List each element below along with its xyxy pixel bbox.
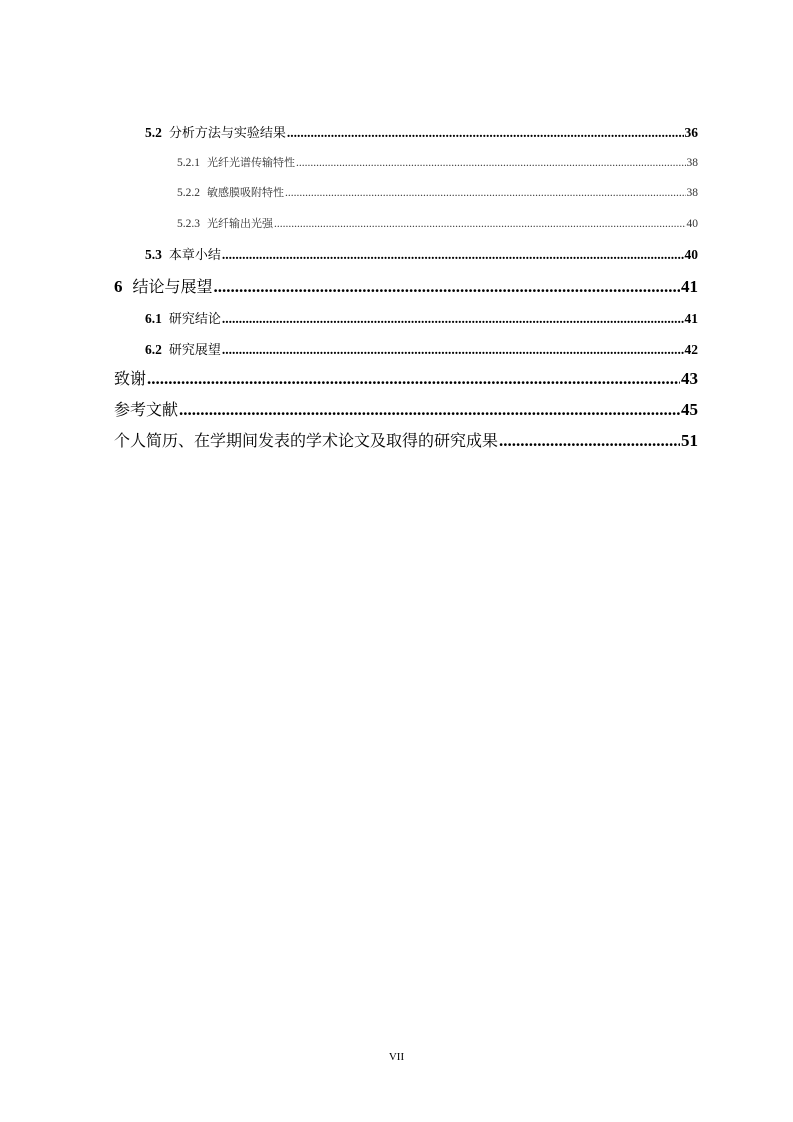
- toc-entry-page: 42: [684, 342, 698, 357]
- dot-leader: [285, 187, 686, 199]
- toc-entry-5-2-3[interactable]: [177, 215, 698, 231]
- toc-entry-6-2[interactable]: [145, 339, 698, 358]
- toc-entry-title: 光纤光谱传输特性: [207, 156, 295, 169]
- dot-leader: [499, 431, 680, 451]
- dot-leader: [296, 157, 686, 169]
- toc-entry-title: 参考文献: [114, 400, 179, 419]
- toc-entry-page: 51: [681, 431, 698, 450]
- toc-entry-title: 本章小结: [168, 248, 221, 263]
- toc-entry-5-2[interactable]: [145, 122, 698, 141]
- dot-leader: [274, 218, 686, 230]
- dot-leader: [222, 247, 684, 263]
- toc-entry-page: 43: [681, 369, 698, 388]
- toc-entry-5-2-2[interactable]: [177, 184, 698, 200]
- toc-entry-chapter-6[interactable]: [114, 274, 698, 297]
- page-number: VII: [388, 1051, 405, 1063]
- dot-leader: [222, 311, 684, 327]
- toc-entry-title: 个人简历、在学期间发表的学术论文及取得的研究成果: [114, 431, 499, 450]
- toc-entry-title: 敏感膜吸附特性: [207, 186, 284, 199]
- toc-entry-number: 6.1: [145, 311, 162, 326]
- dot-leader: [214, 277, 680, 297]
- toc-entry-page: 40: [686, 218, 698, 230]
- toc-entry-references[interactable]: [114, 397, 698, 420]
- dot-leader: [287, 125, 684, 141]
- toc-entry-title: 分析方法与实验结果: [168, 126, 286, 141]
- toc-entry-title: 致谢: [114, 369, 147, 388]
- toc-entry-number: 6.2: [145, 342, 162, 357]
- toc-entry-title: 结论与展望: [132, 277, 213, 296]
- toc-entry-number: 5.2.1: [177, 157, 200, 169]
- toc-entry-title: 研究结论: [168, 312, 221, 327]
- toc-entry-page: 36: [684, 125, 698, 140]
- dot-leader: [147, 369, 680, 389]
- toc-entry-page: 38: [686, 187, 698, 199]
- toc-entry-number: 5.2.3: [177, 218, 200, 230]
- toc-entry-title: 光纤输出光强: [207, 217, 273, 230]
- dot-leader: [179, 400, 680, 420]
- toc-entry-6-1[interactable]: [145, 308, 698, 327]
- toc-entry-number: 5.2.2: [177, 187, 200, 199]
- toc-entry-acknowledgements[interactable]: [114, 366, 698, 389]
- toc-entry-page: 41: [681, 277, 698, 296]
- toc-entry-page: 38: [686, 157, 698, 169]
- toc-entry-number: 5.3: [145, 247, 162, 262]
- dot-leader: [222, 342, 684, 358]
- toc-entry-resume[interactable]: [114, 428, 698, 451]
- toc-entry-title: 研究展望: [168, 343, 221, 358]
- toc-entry-5-3[interactable]: [145, 244, 698, 263]
- toc-entry-page: 40: [684, 247, 698, 262]
- toc-entry-number: 6: [114, 277, 123, 296]
- toc-entry-page: 45: [681, 400, 698, 419]
- toc-entry-5-2-1[interactable]: [177, 154, 698, 170]
- toc-entry-number: 5.2: [145, 125, 162, 140]
- toc-entry-page: 41: [684, 311, 698, 326]
